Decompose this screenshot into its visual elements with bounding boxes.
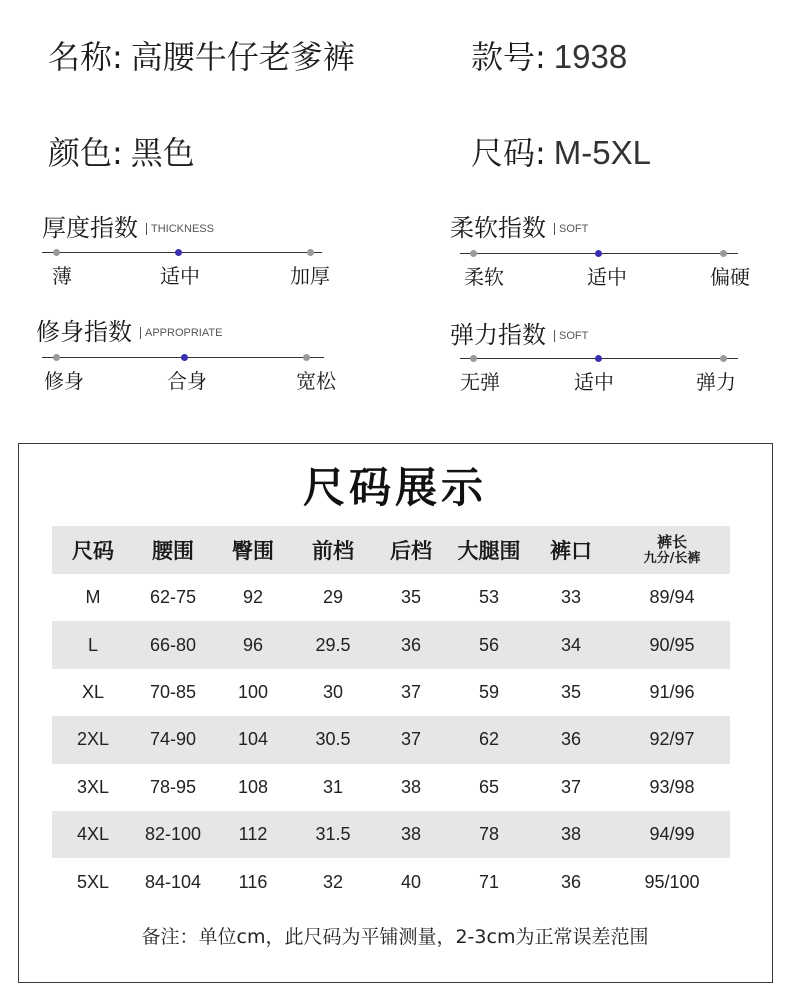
cell: 3XL <box>76 776 110 797</box>
header-leg-opening: 裤口 <box>528 526 614 574</box>
scale-dot-low <box>53 249 60 256</box>
model-label: 款号: <box>471 38 546 76</box>
cell: 100 <box>237 681 269 702</box>
cell: 36 <box>528 716 614 763</box>
header-thigh: 大腿围 <box>450 526 528 574</box>
size-table <box>52 526 730 906</box>
cell: 62 <box>450 716 528 763</box>
scale-label-high: 偏硬 <box>710 265 750 289</box>
scale-dot-high <box>303 354 310 361</box>
cell: 116 <box>238 871 268 892</box>
scale-label-low: 柔软 <box>464 265 504 289</box>
cell: 37 <box>560 776 582 797</box>
index-title: 柔软指数 <box>450 214 546 242</box>
cell: 36 <box>372 621 450 668</box>
cell: 5XL <box>76 871 110 892</box>
cell: 32 <box>322 871 344 892</box>
cell: 96 <box>212 621 294 668</box>
elasticity-index <box>450 315 750 395</box>
scale-dot-low <box>53 354 60 361</box>
cell: 38 <box>372 811 450 858</box>
name-value: 高腰牛仔老爹裤 <box>130 38 355 76</box>
cell: 70-85 <box>149 681 197 702</box>
index-title: 修身指数 <box>36 318 132 346</box>
size-value: M-5XL <box>553 134 651 171</box>
color-label: 颜色: <box>48 134 123 172</box>
table-row <box>52 811 730 858</box>
scale-label-mid: 合身 <box>167 369 207 393</box>
scale-line <box>42 252 322 253</box>
header-length-sub: 九分/长裤 <box>643 551 701 566</box>
product-name <box>48 32 355 78</box>
cell: 93/98 <box>649 776 695 797</box>
scale-label-mid: 适中 <box>574 370 614 394</box>
product-model <box>471 32 627 78</box>
header-back-rise: 后档 <box>372 526 450 574</box>
cell: 35 <box>560 681 582 702</box>
cell: 36 <box>560 871 582 892</box>
scale-label-high: 宽松 <box>296 369 336 393</box>
scale-dot-low <box>470 250 477 257</box>
cell: 65 <box>478 776 500 797</box>
index-title: 厚度指数 <box>42 214 138 242</box>
cell: 74-90 <box>134 716 212 763</box>
index-subtitle: APPROPRIATE <box>140 327 222 339</box>
cell: 59 <box>478 681 500 702</box>
index-subtitle: SOFT <box>554 330 588 342</box>
cell: 89/94 <box>649 587 695 608</box>
cell: 53 <box>478 587 500 608</box>
cell: 91/96 <box>649 681 695 702</box>
index-heading <box>450 208 750 243</box>
cell: 31.5 <box>294 811 372 858</box>
scale-marker <box>181 354 188 361</box>
table-row <box>52 716 730 763</box>
scale-label-mid: 适中 <box>587 265 627 289</box>
cell: 66-80 <box>134 621 212 668</box>
index-heading <box>42 208 342 243</box>
cell: 30.5 <box>294 716 372 763</box>
scale-label-high: 弹力 <box>696 370 736 394</box>
table-row <box>52 621 730 668</box>
cell: 2XL <box>52 716 134 763</box>
cell: 56 <box>450 621 528 668</box>
cell: 84-104 <box>144 871 202 892</box>
cell: 94/99 <box>614 811 730 858</box>
scale-marker <box>175 249 182 256</box>
index-heading <box>450 315 750 350</box>
header-size: 尺码 <box>52 526 134 574</box>
scale-label-low: 修身 <box>44 369 84 393</box>
cell: 37 <box>400 681 422 702</box>
scale-dot-high <box>307 249 314 256</box>
cell: 90/95 <box>614 621 730 668</box>
table-header-row <box>52 526 730 574</box>
size-label: 尺码: <box>471 134 546 172</box>
table-row <box>52 669 730 716</box>
scale-marker <box>595 250 602 257</box>
table-row <box>52 574 730 621</box>
index-subtitle: THICKNESS <box>146 223 214 235</box>
cell: 82-100 <box>134 811 212 858</box>
scale-dot-high <box>720 250 727 257</box>
scale-dot-high <box>720 355 727 362</box>
cell: 29 <box>322 587 344 608</box>
table-row <box>52 858 730 905</box>
index-heading <box>36 312 346 347</box>
cell: 40 <box>400 871 422 892</box>
cell: 112 <box>212 811 294 858</box>
cell: L <box>52 621 134 668</box>
size-chart-title: 尺码展示 <box>302 463 487 512</box>
fit-index <box>36 312 346 392</box>
scale-label-high: 加厚 <box>290 264 330 288</box>
cell: 29.5 <box>294 621 372 668</box>
cell: 78 <box>450 811 528 858</box>
scale-label-low: 薄 <box>52 264 72 288</box>
cell: XL <box>81 681 105 702</box>
cell: 78-95 <box>149 776 197 797</box>
cell: 4XL <box>52 811 134 858</box>
cell: 108 <box>237 776 269 797</box>
table-row <box>52 764 730 811</box>
cell: 92/97 <box>614 716 730 763</box>
cell: 31 <box>322 776 344 797</box>
product-size-range <box>471 128 651 174</box>
cell: M <box>85 587 101 608</box>
index-title: 弹力指数 <box>450 321 546 349</box>
scale-label-mid: 适中 <box>160 264 200 288</box>
cell: 34 <box>528 621 614 668</box>
cell: 71 <box>478 871 500 892</box>
thickness-index <box>42 208 342 288</box>
scale-label-low: 无弹 <box>460 370 500 394</box>
model-value: 1938 <box>553 38 628 75</box>
header-length-label: 裤长 <box>656 533 687 551</box>
header-hip: 臀围 <box>212 526 294 574</box>
cell: 38 <box>400 776 422 797</box>
cell: 104 <box>212 716 294 763</box>
product-color <box>48 128 195 174</box>
scale-marker <box>595 355 602 362</box>
cell: 62-75 <box>149 587 197 608</box>
cell: 33 <box>560 587 582 608</box>
size-note: 备注：单位cm，此尺码为平铺测量，2-3cm为正常误差范围 <box>141 926 649 948</box>
cell: 92 <box>242 587 264 608</box>
header-waist: 腰围 <box>134 526 212 574</box>
header-front-rise: 前档 <box>294 526 372 574</box>
index-subtitle: SOFT <box>554 223 588 235</box>
cell: 35 <box>400 587 422 608</box>
header-length <box>614 526 730 574</box>
cell: 95/100 <box>644 871 700 892</box>
softness-index <box>450 208 750 288</box>
cell: 30 <box>322 681 344 702</box>
cell: 37 <box>372 716 450 763</box>
color-value: 黑色 <box>130 134 195 172</box>
scale-dot-low <box>470 355 477 362</box>
name-label: 名称: <box>48 38 123 76</box>
cell: 38 <box>528 811 614 858</box>
